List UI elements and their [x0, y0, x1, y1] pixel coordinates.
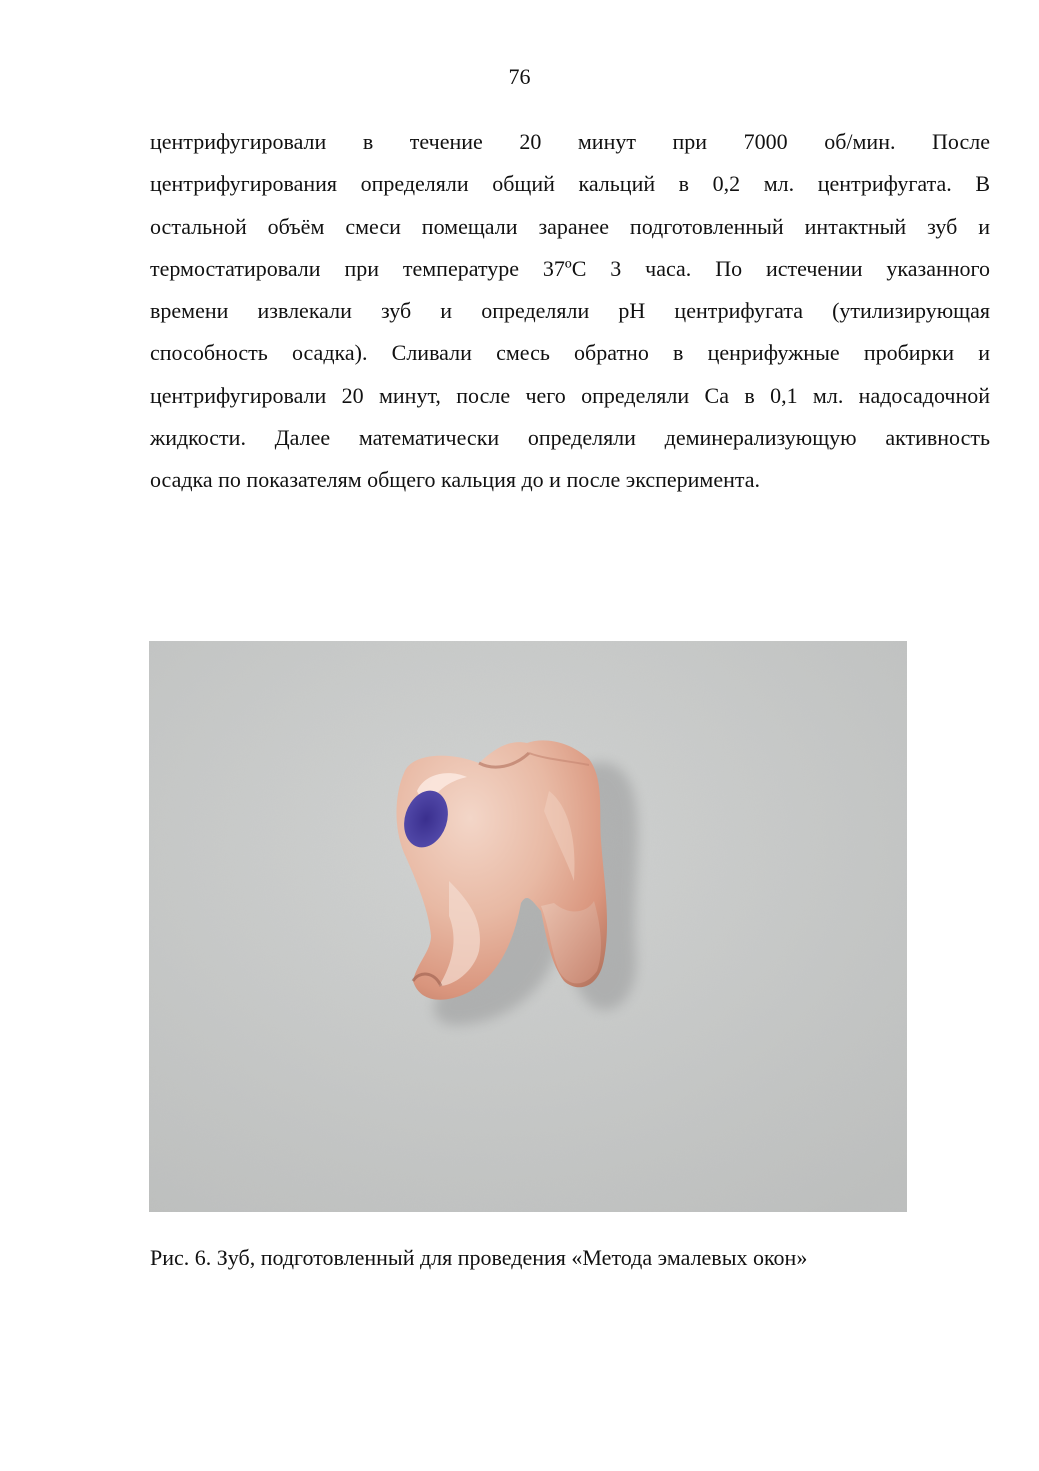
paragraph-line: осадка по показателям общего кальция до и после эксперимента.: [150, 467, 761, 493]
paragraph-line: центрифугировали в течение 20 минут при 7000 об/мин. После: [150, 129, 990, 154]
body-paragraph: [150, 121, 990, 502]
paragraph-line: остальной объём смеси помещали заранее подготовленный интактный зуб и: [150, 213, 990, 239]
tooth-photo: [149, 641, 907, 1212]
paragraph-line: центрифугирования определяли общий кальций в 0,2 мл. центрифугата. В: [150, 171, 990, 197]
tooth-photo-svg: [149, 641, 907, 1212]
paragraph-line: жидкости. Далее математически определяли деминерализующую активность: [150, 425, 990, 451]
paragraph-line: времени извлекали зуб и определяли рН центрифугата (утилизирующая: [150, 298, 990, 324]
paragraph-line: термостатировали при температуре 37ºС 3 часа. По истечении указанного: [150, 255, 990, 281]
figure-caption: Рис. 6. Зуб, подготовленный для проведения «Метода эмалевых окон»: [150, 1245, 808, 1270]
page-number: 76: [508, 64, 531, 89]
paragraph-line: способность осадка). Сливали смесь обратно в ценрифужные пробирки и: [150, 340, 990, 366]
paragraph-line: центрифугировали 20 минут, после чего определяли Са в 0,1 мл. надосадочной: [150, 382, 990, 408]
